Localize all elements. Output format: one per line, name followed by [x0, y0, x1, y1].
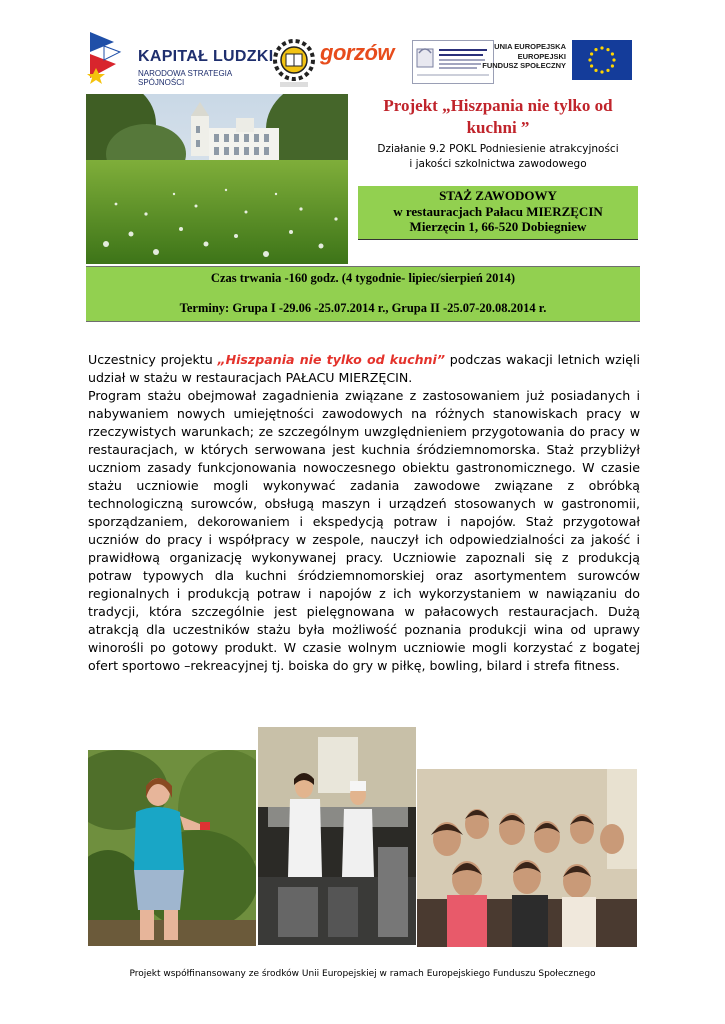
intro-suffix: podczas wakacji letnich wzięli udział w stażu w restauracjach PAŁACU MIERZĘCIN. — [88, 352, 640, 385]
body-text — [88, 351, 640, 675]
gorzow-logo-text: gorzów — [320, 40, 394, 65]
kapital-ludzki-logo — [86, 28, 276, 87]
duration-bar — [86, 266, 640, 322]
project-title — [356, 95, 640, 139]
internship-line1: STAŻ ZAWODOWY — [439, 188, 557, 203]
eu-line2: EUROPEJSKI — [517, 51, 566, 61]
kapital-ludzki-subtitle: NARODOWA STRATEGIA SPÓJNOŚCI — [138, 69, 232, 87]
eu-logo-text — [482, 42, 566, 71]
eu-flag-icon — [572, 40, 632, 80]
intro-project-name: „Hiszpania nie tylko od kuchni” — [217, 352, 445, 367]
intro-paragraph — [88, 351, 640, 387]
palace-photo — [86, 94, 348, 264]
intro-prefix: Uczestnicy projektu — [88, 352, 218, 367]
vineyard-photo — [88, 750, 256, 946]
kitchen-photo — [258, 727, 416, 945]
project-action-line2: i jakości szkolnictwa zawodowego — [409, 158, 587, 170]
kapital-ludzki-flag-icon — [86, 28, 130, 84]
internship-box — [358, 186, 638, 240]
internship-line2: w restauracjach Pałacu MIERZĘCIN — [393, 203, 603, 219]
dates-text: Terminy: Grupa I -29.06 -25.07.2014 r., Grupa II -25.07-20.08.2014 r. — [179, 301, 547, 315]
project-action-line1: Działanie 9.2 POKL Podniesienie atrakcyjności — [377, 143, 619, 155]
kapital-ludzki-title: KAPITAŁ LUDZKI — [138, 48, 274, 65]
internship-line3: Mierzęcin 1, 66-520 Dobiegniew — [409, 219, 587, 234]
project-title-line1: Projekt „Hiszpania nie tylko od — [383, 96, 613, 115]
group-photo — [417, 769, 637, 947]
gorzow-logo — [320, 40, 406, 70]
project-title-line2: kuchni ” — [466, 118, 530, 137]
eu-logo — [482, 40, 632, 80]
footer-text: Projekt współfinansowany ze środków Unii Europejskiej w ramach Europejskiego Funduszu Społecznego — [129, 969, 596, 979]
eu-line1: UNIA EUROPEJSKA — [494, 42, 566, 51]
project-action — [356, 142, 640, 172]
main-paragraph: Program stażu obejmował zagadnienia związane z zastosowaniem już posiadanych i nabywaniem nowych umiejętności zawodowych na różnych stanowiskach pracy w rzeczywistych warunkach; ze szczególnym uwzględnieniem przygotowania do pracy w restauracjach, w których serwowana jest kuchnia śródziemnomorska. Staż przybliżył uczniom zasady funkcjonowania nowoczesnego obiektu gastronomicznego. W czasie stażu uczniowie mogli wykonywać zadania zawodowe związane z obróbką technologiczną surowców, obsługą maszyn i urządzeń stosowanych w gastronomii, sporządzaniem, dekorowaniem i ekspedycją potraw i napojów. Staż przygotował uczniów do pracy i współpracy w zespole, nauczył ich odpowiedzialności za jakość i prawidłową organizację wykonywanej pracy. Uczniowie zapoznali się z produkcją potraw typowych dla kuchni śródziemnomorskiej oraz asortymentem surowców regionalnych i produkcją potraw i napojów z ich wykorzystaniem w nawiązaniu do tradycji, która szczególnie jest pielęgnowana w pałacowych restauracjach. Dużą atrakcją dla uczestników stażu była możliwość poznania produkcji wina od uprawy winorośli po gotowy produkt. W czasie wolnym uczniowie mogli korzystać z bogatej ofert sportowo –rekreacyjnej tj. boiska do gry w piłkę, bowling, bilard i strefa fitness. — [88, 388, 640, 673]
eu-line3: FUNDUSZ SPOŁECZNY — [482, 61, 566, 70]
duration-text: Czas trwania -160 godz. (4 tygodnie- lipiec/sierpień 2014) — [210, 271, 516, 285]
school-emblem-logo — [272, 38, 316, 90]
